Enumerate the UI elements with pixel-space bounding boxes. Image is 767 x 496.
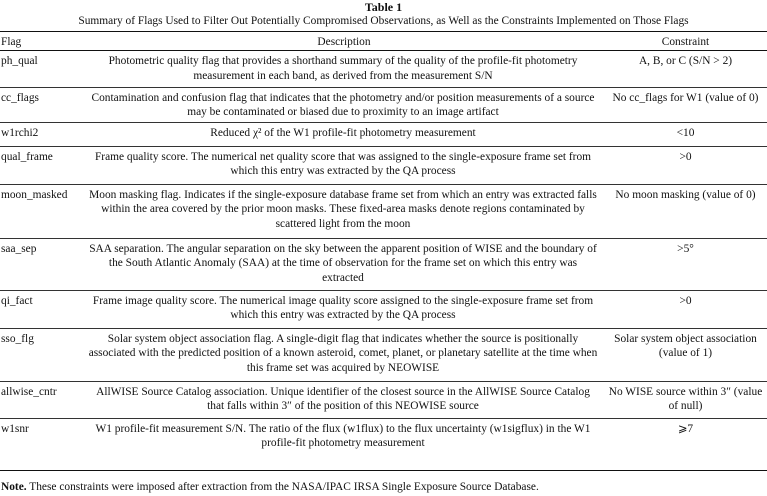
constraint-cell: A, B, or C (S/N > 2) xyxy=(638,55,733,67)
description-cell: Reduced χ² of the W1 profile-fit photometry measurement xyxy=(210,126,476,139)
description-cell: SAA separation. The angular separation on the sky between the apparent position of WISE and the boundary of the South Atlantic Anomaly (SAA) at the time of observation for the frame set on which this entry was extracted xyxy=(89,242,597,284)
constraint-cell: >5° xyxy=(677,242,694,255)
table-row xyxy=(0,381,767,418)
table-row xyxy=(0,87,767,122)
flag-cell: sso_flg xyxy=(1,332,34,345)
flag-cell: allwise_cntr xyxy=(1,385,57,398)
constraint-cell: No WISE source within 3″ (value of null) xyxy=(608,385,763,413)
flag-cell: moon_masked xyxy=(1,188,68,201)
table-note xyxy=(1,480,539,495)
header-row xyxy=(0,34,767,51)
header-constraint: Constraint xyxy=(661,36,710,49)
table-row xyxy=(0,51,767,87)
flag-cell: cc_flags xyxy=(1,91,39,104)
note-text: These constraints were imposed after extraction from the NASA/IPAC IRSA Single Exposure Source Database. xyxy=(29,481,539,493)
description-cell: Solar system object association flag. A single-digit flag that indicates whether the source is positionally associated with the predicted position of a known asteroid, comet, planet, or planetary satellite at the time when this frame set was acquired by NEOWISE xyxy=(88,332,598,374)
flags-table xyxy=(0,34,767,455)
description-cell: Contamination and confusion flag that indicates that the photometry and/or position measurements of a source may be contaminated or biased due to proximity to an image artifact xyxy=(91,91,595,119)
table-row xyxy=(0,418,767,455)
constraint-cell: <10 xyxy=(676,126,695,139)
header-flag: Flag xyxy=(1,36,22,49)
description-cell: Frame quality score. The numerical net quality score that was assigned to the single-exposure frame set from which this entry was extracted by the QA process xyxy=(94,150,592,178)
table-row xyxy=(0,328,767,381)
constraint-cell: No cc_flags for W1 (value of 0) xyxy=(612,91,759,104)
description-cell: Moon masking flag. Indicates if the single-exposure database frame set from which an entry was extracted falls within the area covered by the prior moon masks. These fixed-area masks denote regions contaminated by scattered light from the moon xyxy=(89,188,597,230)
table-caption xyxy=(0,0,767,29)
constraint-cell: >0 xyxy=(679,294,692,307)
flag-cell: w1rchi2 xyxy=(1,126,39,139)
description-cell: AllWISE Source Catalog association. Unique identifier of the closest source in the AllWISE Source Catalog that falls within 3″ of the position of this NEOWISE source xyxy=(96,385,590,413)
flag-cell: qi_fact xyxy=(1,294,33,307)
description-cell: W1 profile-fit measurement S/N. The ratio of the flux (w1flux) to the flux uncertainty (w1sigflux) in the W1 profile-fit photometry measurement xyxy=(95,422,591,450)
table-row xyxy=(0,146,767,184)
top-rule xyxy=(0,31,767,32)
flag-cell: qual_frame xyxy=(1,150,53,163)
constraint-cell: Solar system object association (value of 1) xyxy=(614,332,757,360)
description-cell: Photometric quality flag that provides a shorthand summary of the quality of the profile-fit photometry measurement in each band, as derived from the measurement S/N xyxy=(108,55,578,82)
bottom-rule xyxy=(0,470,767,471)
flag-cell: saa_sep xyxy=(1,242,37,255)
constraint-cell: No moon masking (value of 0) xyxy=(615,188,756,201)
table-title: Summary of Flags Used to Filter Out Potentially Compromised Observations, as Well as the Constraints Implemented on Those Flags xyxy=(78,15,689,27)
header-description: Description xyxy=(317,36,371,49)
note-label: Note. xyxy=(1,481,27,493)
table-row xyxy=(0,122,767,146)
constraint-cell: >0 xyxy=(679,150,692,163)
table-row xyxy=(0,290,767,328)
table-row xyxy=(0,184,767,238)
table-number: Table 1 xyxy=(364,0,403,14)
constraint-cell: ⩾7 xyxy=(677,422,694,435)
description-cell: Frame image quality score. The numerical image quality score assigned to the single-exposure frame set from which this entry was extracted by the QA process xyxy=(92,294,594,322)
table-row xyxy=(0,238,767,290)
flag-cell: ph_qual xyxy=(1,55,38,67)
flag-cell: w1snr xyxy=(1,422,29,435)
